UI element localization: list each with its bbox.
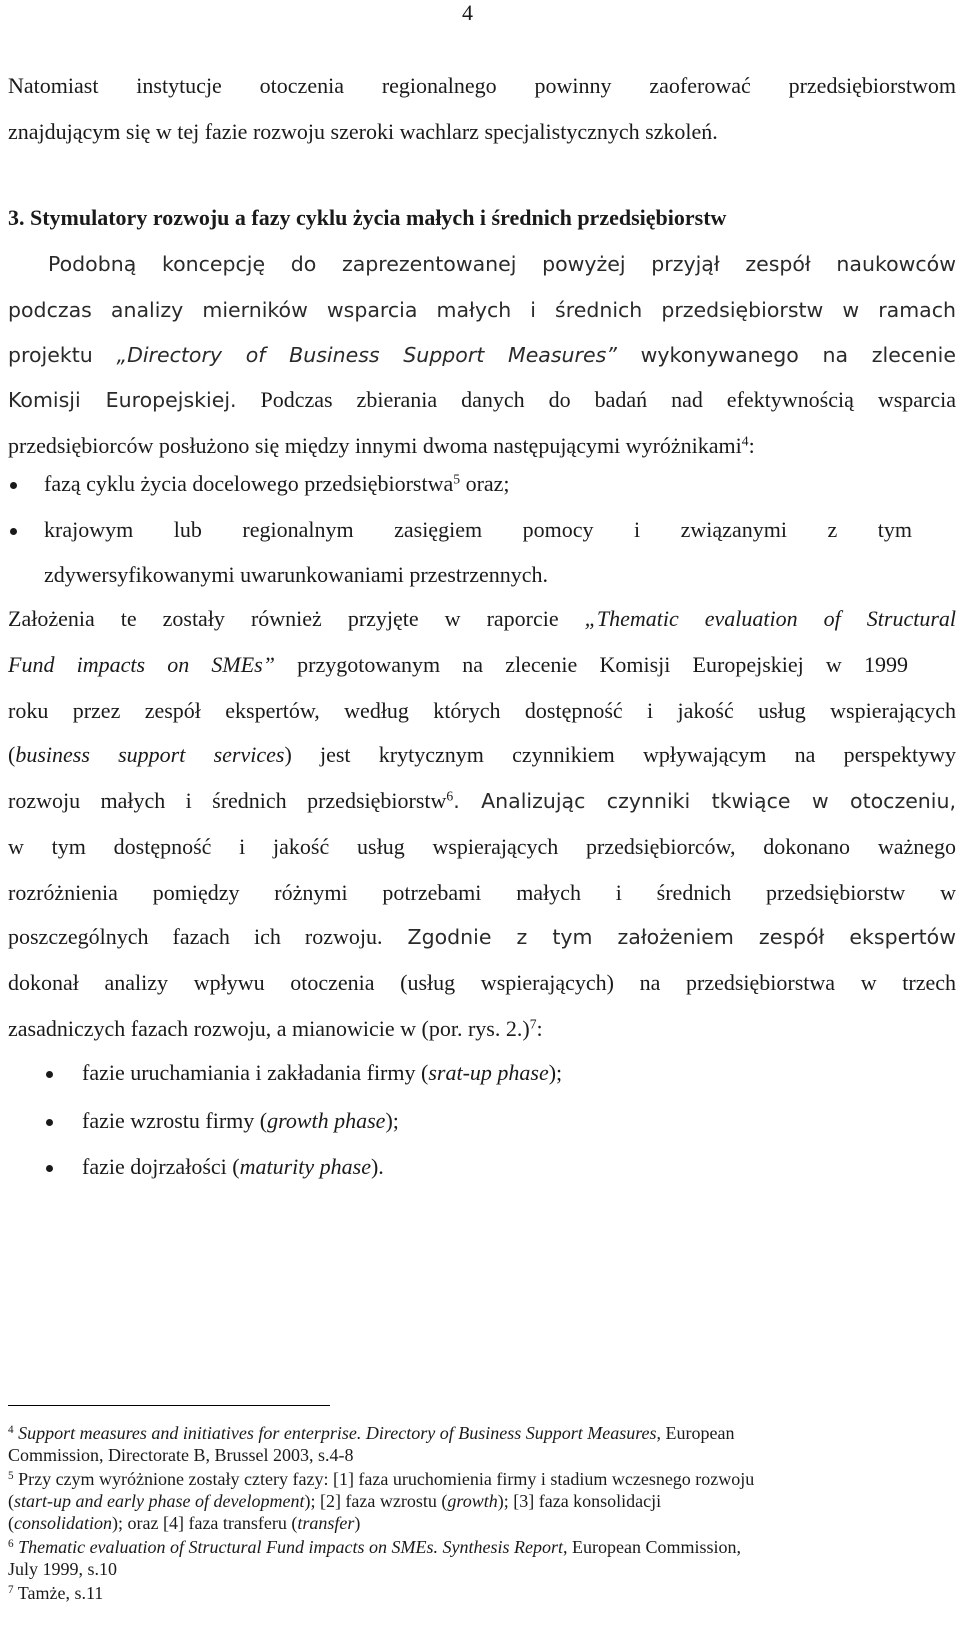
footnote-6	[8, 1536, 741, 1558]
text-run: projektu	[8, 343, 117, 367]
italic-term: srat-up phase	[428, 1060, 549, 1085]
text-run: . Analizując czynniki tkwiące w otoczeniu,	[453, 789, 957, 813]
italic-term: transfer	[297, 1513, 355, 1533]
phase-item	[82, 1107, 399, 1135]
text-run: ).	[370, 1154, 384, 1179]
paragraph-line	[8, 432, 755, 460]
intro-line-2: znajdującym się w tej fazie rozwoju szeroki wachlarz specjalistycznych szkoleń.	[8, 119, 718, 144]
text-run: ) jest krytycznym czynnikiem wpływającym na perspektywy	[284, 742, 956, 767]
list-item: krajowym lub regionalnym zasięgiem pomocy i związanymi z tym	[44, 517, 912, 542]
text-run: (	[8, 742, 16, 767]
text-run: );	[548, 1060, 563, 1085]
footnote-4	[8, 1422, 735, 1444]
text-run: ); [3] faza konsolidacji	[497, 1491, 662, 1511]
footnote-number: 6	[8, 1537, 14, 1550]
footnote-number: 4	[8, 1423, 14, 1436]
bullet-icon	[10, 528, 17, 535]
text-run: Podczas zbierania danych do badań nad efektywnością wsparcia	[236, 387, 957, 412]
paragraph-line	[8, 1015, 543, 1043]
italic-term: maturity phase	[239, 1154, 371, 1179]
footnote-4-line-2: Commission, Directorate B, Brussel 2003, s.4-8	[8, 1445, 354, 1465]
text-run: fazie wzrostu firmy (	[82, 1108, 268, 1133]
bullet-icon	[46, 1165, 53, 1172]
footnote-number: 5	[8, 1469, 14, 1482]
text-run: :	[748, 433, 755, 458]
footnote-ref: 6	[446, 788, 454, 804]
footnote-ref: 7	[529, 1016, 537, 1032]
text-run: fazie dojrzałości (	[82, 1154, 240, 1179]
text-run: fazą cyklu życia docelowego przedsiębiorstwa	[44, 471, 454, 496]
text-run: przedsiębiorców posłużono się między innymi dwoma następującymi wyróżnikami	[8, 433, 742, 458]
paragraph-line: rozróżnienia pomiędzy różnymi potrzebami małych i średnich przedsiębiorstw w	[8, 880, 956, 905]
italic-title: Thematic evaluation of Structural Fund impacts on SMEs. Synthesis Report	[13, 1537, 564, 1557]
phase-item	[82, 1153, 384, 1181]
section-heading: 3. Stymulatory rozwoju a fazy cyklu życia małych i średnich przedsiębiorstw	[8, 205, 727, 230]
footnote-divider	[8, 1405, 330, 1406]
paragraph-line	[8, 341, 956, 369]
italic-title: Support measures and initiatives for enterprise. Directory of Business Support Measures	[13, 1423, 657, 1443]
bullet-icon	[10, 482, 17, 489]
text-run: fazie uruchamiania i zakładania firmy (	[82, 1060, 429, 1085]
italic-term: consolidation	[14, 1513, 112, 1533]
footnote-5	[8, 1468, 754, 1490]
list-item	[44, 470, 510, 498]
footnote-number: 7	[8, 1583, 14, 1596]
paragraph-line	[8, 923, 956, 951]
text-run: );	[385, 1108, 399, 1133]
text-run: ); oraz [4] faza transferu (	[112, 1513, 298, 1533]
text-run: wykonywanego na zlecenie	[616, 343, 956, 367]
bullet-icon	[46, 1071, 53, 1078]
italic-term: start-up and early phase of development	[14, 1491, 305, 1511]
text-run: (	[8, 1491, 14, 1511]
footnote-ref: 5	[453, 471, 461, 487]
paragraph-line: podczas analizy mierników wsparcia małych i średnich przedsiębiorstw w ramach	[8, 298, 956, 322]
italic-title: „Thematic evaluation of Structural	[584, 606, 956, 631]
italic-title: Fund impacts on SMEs”	[8, 652, 275, 677]
text-run: :	[536, 1016, 543, 1041]
paragraph-line	[8, 605, 956, 633]
text-run: Komisji Europejskiej.	[8, 388, 237, 412]
paragraph-line: dokonał analizy wpływu otoczenia (usług wspierających) na przedsiębiorstwa w trzech	[8, 970, 956, 995]
paragraph-line	[8, 741, 956, 769]
text-run: oraz;	[460, 471, 510, 496]
footnote-5-line-3	[8, 1512, 360, 1534]
paragraph-line	[8, 651, 908, 679]
italic-term: growth	[447, 1491, 498, 1511]
text-run: , European	[656, 1423, 735, 1443]
italic-term: growth phase	[267, 1108, 386, 1133]
text-run: rozwoju małych i średnich przedsiębiorstw	[8, 788, 447, 813]
intro-line-1: Natomiast instytucje otoczenia regionalnego powinny zaoferować przedsiębiorstwom	[8, 73, 956, 98]
paragraph-line: Podobną koncepcję do zaprezentowanej powyżej przyjął zespół naukowców	[48, 252, 956, 276]
footnote-ref: 4	[741, 433, 749, 449]
paragraph-line	[8, 386, 956, 414]
text-run: (	[8, 1513, 14, 1533]
paragraph-line	[8, 787, 956, 815]
text-run: przygotowanym na zlecenie Komisji Europejskiej w 1999	[274, 652, 908, 677]
text-run: )	[354, 1513, 361, 1533]
paragraph-line: w tym dostępność i jakość usług wspierających przedsiębiorców, dokonano ważnego	[8, 834, 956, 859]
paragraph-line: roku przez zespół ekspertów, według których dostępność i jakość usług wspierających	[8, 698, 956, 723]
text-run: , European Commission,	[563, 1537, 742, 1557]
text-run: Zgodnie z tym założeniem zespół ekspertów	[382, 925, 956, 949]
page-number: 4	[462, 0, 473, 25]
text-run: Przy czym wyróżnione zostały cztery fazy: [1] faza uruchomienia firmy i stadium wczesnego rozwoju	[13, 1469, 755, 1489]
footnote-6-line-2: July 1999, s.10	[8, 1559, 118, 1579]
bullet-icon	[46, 1119, 53, 1126]
footnote-7	[8, 1582, 103, 1604]
text-run: zasadniczych fazach rozwoju, a mianowicie w (por. rys. 2.)	[8, 1016, 530, 1041]
phase-item	[82, 1059, 562, 1087]
text-run: Tamże, s.11	[13, 1583, 104, 1603]
italic-title: „Directory of Business Support Measures”	[116, 343, 617, 367]
text-run: Założenia te zostały również przyjęte w raporcie	[8, 606, 585, 631]
footnote-5-line-2	[8, 1490, 661, 1512]
text-run: ); [2] faza wzrostu (	[304, 1491, 448, 1511]
italic-term: business support services	[15, 742, 285, 767]
text-run: poszczególnych fazach ich rozwoju.	[8, 924, 383, 949]
list-item-continuation: zdywersyfikowanymi uwarunkowaniami przestrzennych.	[44, 562, 549, 587]
